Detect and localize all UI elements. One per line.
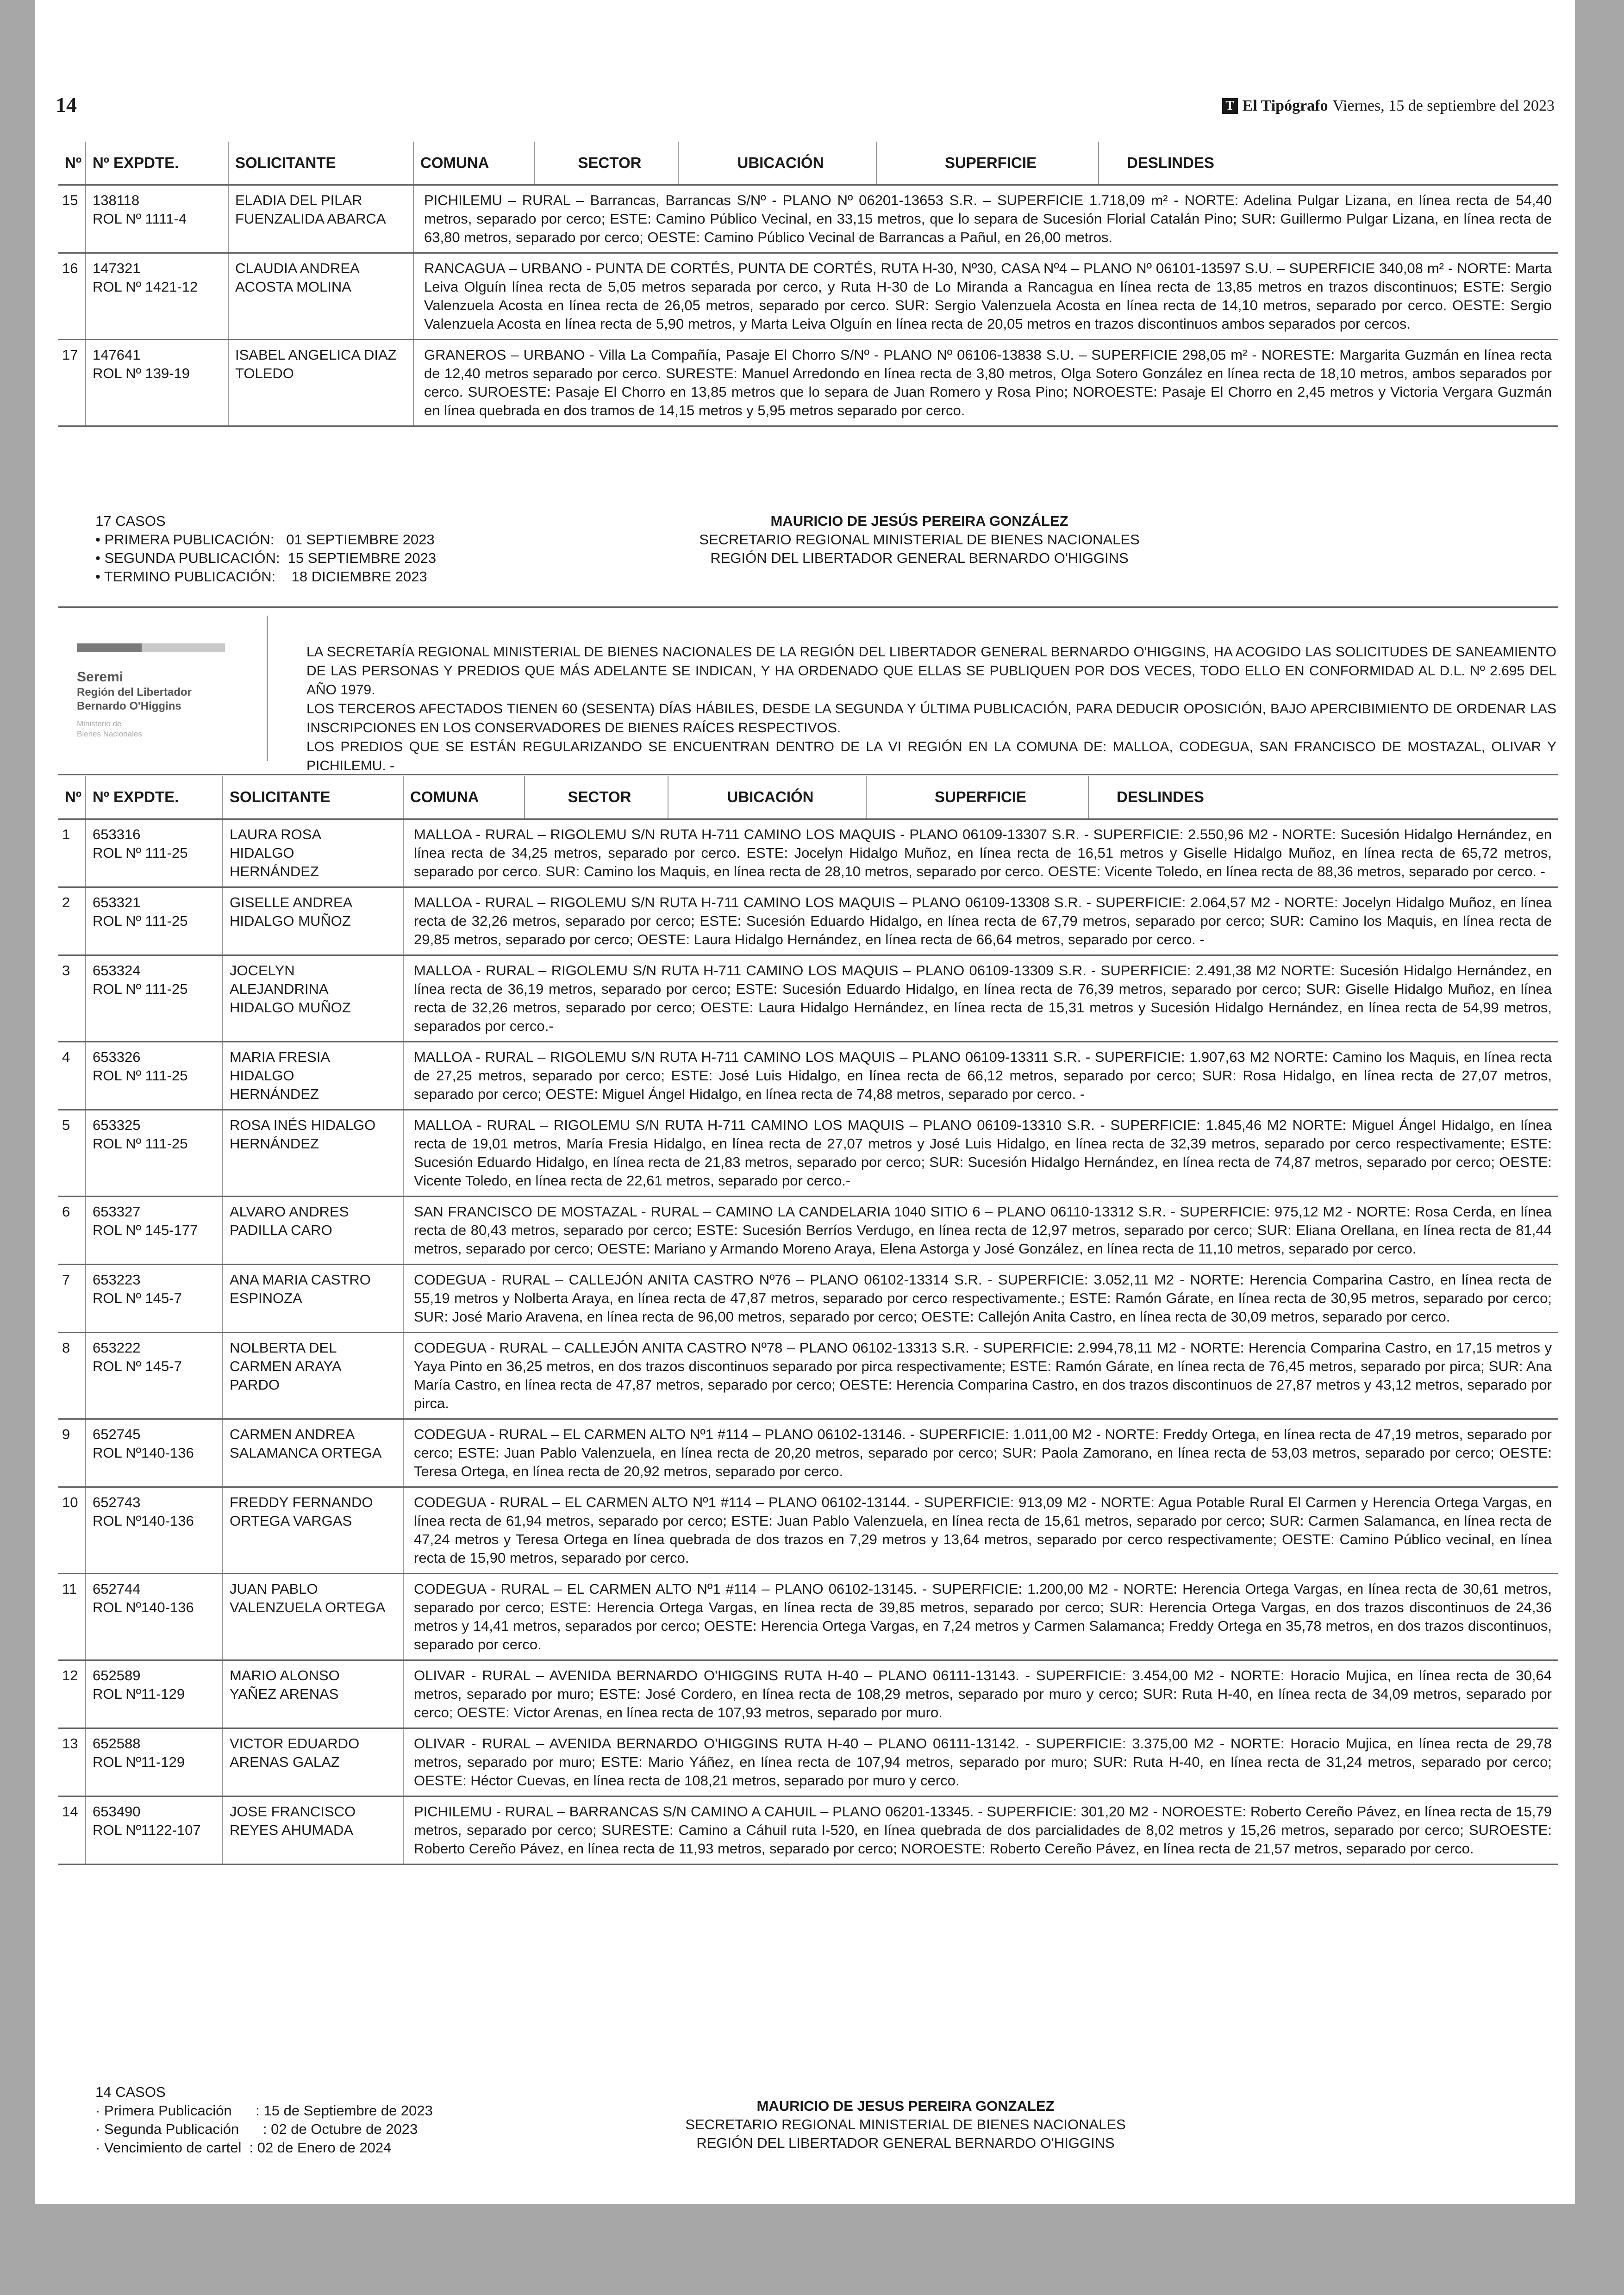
solicitante-name-line: JOCELYN — [230, 962, 295, 979]
solicitante-name-line: HIDALGO MUÑOZ — [230, 913, 351, 929]
expediente-cell — [86, 1797, 223, 1864]
solicitante-cell — [223, 1333, 404, 1418]
col-superficie: SUPERFICIE — [877, 142, 1099, 184]
expediente-cell — [86, 1265, 223, 1332]
solicitante-cell — [223, 1197, 404, 1264]
row-number: 3 — [58, 956, 86, 1041]
solicitante-name-line: REYES AHUMADA — [230, 1822, 354, 1838]
expediente-number: 138118 — [93, 192, 140, 208]
cases-summary — [95, 2083, 512, 2157]
deslindes-description: CODEGUA - RURAL – EL CARMEN ALTO Nº1 #114 – PLANO 06102-13146. - SUPERFICIE: 1.011,00 M2 - NORTE: Freddy Ortega, en línea recta de 47,19 metros, separado por cerco; ESTE: Juan Pablo Valenzuela, en línea recta de 20,20 metros, separado por cerco; SUR: Paola Zamorano, en línea recta de 53,03 metros, separado por cerco; OESTE: Teresa Ortega, en línea recta de 20,92 metros, separado por cerco. — [414, 1426, 1552, 1479]
solicitante-cell — [223, 1110, 404, 1196]
solicitante-name-line: HIDALGO — [230, 1067, 294, 1084]
solicitante-name-line: CARMEN ANDREA — [230, 1426, 355, 1442]
expediente-cell — [86, 1661, 223, 1727]
expediente-number: 652743 — [93, 1494, 141, 1510]
expediente-cell — [86, 888, 223, 954]
row-number: 14 — [58, 1797, 86, 1864]
publication-line: • SEGUNDA PUBLICACIÓN: 15 SEPTIEMBRE 2023 — [95, 550, 437, 566]
expediente-cell — [86, 820, 223, 886]
expediente-cell — [86, 956, 223, 1041]
expediente-number: 653490 — [93, 1803, 141, 1820]
table-row — [58, 186, 1558, 254]
deslindes-description: OLIVAR - RURAL – AVENIDA BERNARDO O'HIGGINS RUTA H-40 – PLANO 06111-13143. - SUPERFICIE: 3.454,00 M2 - NORTE: Horacio Mujica, en línea recta de 30,64 metros, separado por muro; ESTE: José Cordero, en línea recta de 108,29 metros, separado por muro y cerco; SUR: Ruta H-40, en línea recta de 34,09 metros, separado por cerco; OESTE: Victor Arenas, en línea recta de 107,93 metros, separado por muro. — [414, 1667, 1552, 1721]
solicitante-name-line: SALAMANCA ORTEGA — [230, 1445, 382, 1461]
solicitante-name-line: MARIO ALONSO — [230, 1667, 340, 1684]
rol-number: ROL Nº 111-25 — [93, 913, 188, 929]
rol-number: ROL Nº11-129 — [93, 1754, 185, 1770]
deslindes-description: MALLOA - RURAL – RIGOLEMU S/N RUTA H-711 CAMINO LOS MAQUIS – PLANO 06109-13308 S.R. - SUPERFICIE: 2.064,57 M2 - NORTE: Jocelyn Hidalgo Muñoz, en línea recta de 32,26 metros, separado por cerco; ESTE: Sucesión Eduardo Hidalgo, en línea recta de 67,79 metros, separado por cerco; SUR: Camino los Maquis, en línea recta de 29,85 metros, separado por cerco; OESTE: Laura Hidalgo Hernández, en línea recta de 66,64 metros, separado por cerco. - — [414, 894, 1552, 948]
solicitante-cell — [223, 888, 404, 954]
table-row — [58, 1333, 1558, 1420]
solicitante-name-line: JOSE FRANCISCO — [230, 1803, 356, 1820]
solicitante-name-line: CLAUDIA ANDREA — [235, 260, 360, 276]
expediente-cell — [86, 1488, 223, 1573]
expediente-cell — [86, 1729, 223, 1796]
col-solicitante: SOLICITANTE — [229, 142, 414, 184]
divider — [58, 774, 1558, 775]
deslindes-description: PICHILEMU – RURAL – Barrancas, Barrancas S/Nº - PLANO Nº 06201-13653 S.R. – SUPERFICIE 1.718,09 m² - NORTE: Adelina Pulgar Lizana, en línea recta de 54,40 metros, separado por cerco; ESTE: Camino Público Vecinal, en 33,15 metros, que lo separa de Sucesión Florial Catalán Pino; SUR: Guillermo Pulgar Lizana, en línea recta de 63,80 metros, separado por cerco; OESTE: Camino Público Vecinal de Barrancas a Pañul, en 26,00 metros. — [424, 192, 1552, 245]
solicitante-name-line: HERNÁNDEZ — [230, 1135, 319, 1152]
table-body — [58, 820, 1558, 1865]
row-number: 10 — [58, 1488, 86, 1573]
expediente-number: 147641 — [93, 347, 141, 363]
logo-subtitle: Región del Libertador — [77, 686, 192, 698]
col-superficie: SUPERFICIE — [867, 776, 1089, 818]
rol-number: ROL Nº 145-7 — [93, 1290, 182, 1306]
logo-ministry: Ministerio de — [77, 719, 122, 728]
col-n: Nº — [58, 776, 86, 818]
signer-title: SECRETARIO REGIONAL MINISTERIAL DE BIENES NACIONALES — [699, 531, 1140, 548]
solicitante-name-line: PADILLA CARO — [230, 1222, 332, 1238]
solicitante-name-line: FUENZALIDA ABARCA — [235, 211, 386, 227]
publication-date: Viernes, 15 de septiembre del 2023 — [1332, 97, 1555, 114]
solicitante-name-line: ISABEL ANGELICA DIAZ — [235, 347, 397, 363]
solicitante-name-line: JUAN PABLO — [230, 1581, 318, 1597]
newspaper-logo-icon: T — [1222, 98, 1238, 114]
signature-block — [605, 2097, 1206, 2152]
expediente-cell — [86, 1042, 223, 1109]
land-table-1 — [58, 142, 1558, 427]
row-number: 12 — [58, 1661, 86, 1727]
solicitante-name-line: VALENZUELA ORTEGA — [230, 1599, 386, 1615]
col-expdte: Nº EXPDTE. — [86, 776, 223, 818]
expediente-number: 653223 — [93, 1272, 141, 1288]
deslindes-description: SAN FRANCISCO DE MOSTAZAL - RURAL – CAMINO LA CANDELARIA 1040 SITIO 6 – PLANO 06110-13312 S.R. - SUPERFICIE: 975,12 M2 - NORTE: Rosa Cerda, en línea recta de 80,43 metros, separado por cerco; ESTE: Sucesión Berríos Verdugo, en línea recta de 12,97 metros, separado por cerco; SUR: Eliana Orellana, en línea recta de 81,44 metros, separado por cerco; OESTE: Mariano y Armando Moreno Araya, Elena Astorga y José González, en línea recta de 11,10 metros, separado por cerco. — [414, 1204, 1552, 1257]
deslindes-description: CODEGUA - RURAL – CALLEJÓN ANITA CASTRO Nº76 – PLANO 06102-13314 S.R. - SUPERFICIE: 3.052,11 M2 - NORTE: Herencia Comparina Castro, en línea recta de 55,19 metros y Nolberta Araya, en línea recta de 47,87 metros, separado por cerco respectivamente.; ESTE: Ramón Gárate, en línea recta de 30,95 metros, separado por cerco; SUR: José Mario Aravena, en línea recta de 96,00 metros, separado por cerco; OESTE: Callejón Anita Castro, en línea recta de 30,09 metros, separado por cerco. — [414, 1272, 1552, 1325]
solicitante-cell — [229, 254, 414, 339]
expediente-cell — [86, 1420, 223, 1486]
solicitante-name-line: PARDO — [230, 1377, 280, 1393]
deslindes-description: MALLOA - RURAL – RIGOLEMU S/N RUTA H-711 CAMINO LOS MAQUIS – PLANO 06109-13310 S.R. - SUPERFICIE: 1.845,46 M2 NORTE: Miguel Ángel Hidalgo, en línea recta de 19,01 metros, María Fresia Hidalgo, en línea recta de 27,07 metros y José Luis Hidalgo, en línea recta de 32,39 metros, separado por cerco respectivamente; ESTE: Sucesión Eduardo Hidalgo, en línea recta de 21,83 metros, separado por cerco; SUR: Sucesión Hidalgo Hernández, en línea recta de 74,87 metros, separado por cerco; OESTE: Vicente Toledo, en línea recta de 22,61 metros, separado por cerco.- — [414, 1117, 1552, 1189]
deslindes-description: CODEGUA - RURAL – EL CARMEN ALTO Nº1 #114 – PLANO 06102-13145. - SUPERFICIE: 1.200,00 M2 - NORTE: Herencia Ortega Vargas, en línea recta de 30,61 metros, separado por cerco; ESTE: Herencia Ortega Vargas, en línea recta de 39,85 metros, separado por cerco; SUR: Herencia Ortega Vargas, en dos trazos discontinuos de 24,36 metros y 14,41 metros, separados por cerco; OESTE: Herencia Ortega Vargas, en 7,24 metros y Carmen Salamanca; Freddy Ortega en 35,78 metros, en dos trazos discontinuos, separado por cerco. — [414, 1581, 1552, 1653]
signature-block — [618, 512, 1220, 568]
logo-title: Seremi — [77, 669, 124, 685]
signer-name: MAURICIO DE JESUS PEREIRA GONZALEZ — [756, 2098, 1055, 2114]
deslindes-description: MALLOA - RURAL – RIGOLEMU S/N RUTA H-711 CAMINO LOS MAQUIS – PLANO 06109-13309 S.R. - SUPERFICIE: 2.491,38 M2 NORTE: Sucesión Hidalgo Hernández, en línea recta de 36,19 metros, separado por cerco; ESTE: Sucesión Eduardo Hidalgo, en línea recta de 76,39 metros, separado por cerco; SUR: Giselle Hidalgo Muñoz, en línea recta de 32,26 metros, separado por cerco; OESTE: Laura Hidalgo Hernández, en línea recta de 15,31 metros y Sucesión Hidalgo Hernández, en línea recta de 54,99 metros, separados por cerco.- — [414, 962, 1552, 1034]
table-row — [58, 1042, 1558, 1110]
solicitante-cell — [223, 1729, 404, 1796]
solicitante-cell — [223, 820, 404, 886]
rol-number: ROL Nº 111-25 — [93, 1067, 188, 1084]
table-body — [58, 186, 1558, 427]
rol-number: ROL Nº 145-177 — [93, 1222, 198, 1238]
publication-line: • TERMINO PUBLICACIÓN: 18 DICIEMBRE 2023 — [95, 568, 427, 585]
expediente-number: 653316 — [93, 826, 141, 842]
solicitante-cell — [223, 1420, 404, 1486]
table-row — [58, 1661, 1558, 1729]
rol-number: ROL Nº 145-7 — [93, 1358, 182, 1374]
row-number: 13 — [58, 1729, 86, 1796]
table-row — [58, 1488, 1558, 1574]
solicitante-cell — [229, 340, 414, 425]
expediente-number: 147321 — [93, 260, 141, 276]
logo-bar-accent — [77, 643, 142, 652]
solicitante-name-line: LAURA ROSA — [230, 826, 322, 842]
rol-number: ROL Nº140-136 — [93, 1513, 194, 1529]
expediente-number: 653324 — [93, 962, 141, 979]
rol-number: ROL Nº140-136 — [93, 1445, 194, 1461]
deslindes-description: MALLOA - RURAL – RIGOLEMU S/N RUTA H-711 CAMINO LOS MAQUIS – PLANO 06109-13311 S.R. - SUPERFICIE: 1.907,63 M2 NORTE: Camino los Maquis, en línea recta de 27,25 metros, separado por cerco; ESTE: José Luis Hidalgo, en línea recta de 66,12 metros, separado por cerco; SUR: Rosa Hidalgo, en línea recta de 27,07 metros, separado por cerco; OESTE: Miguel Ángel Hidalgo, en línea recta de 74,88 metros, separado por cerco. - — [414, 1049, 1552, 1102]
newspaper-page — [35, 0, 1575, 2204]
col-ubicacion: UBICACIÓN — [679, 142, 877, 184]
newspaper-name: El Tipógrafo — [1242, 97, 1328, 114]
publication-line: · Vencimiento de cartel : 02 de Enero de 2024 — [95, 2139, 392, 2156]
rol-number: ROL Nº 111-25 — [93, 981, 188, 997]
cases-count: 17 CASOS — [95, 513, 166, 529]
table-header — [58, 776, 1558, 820]
deslindes-description: OLIVAR - RURAL – AVENIDA BERNARDO O'HIGGINS RUTA H-40 – PLANO 06111-13142. - SUPERFICIE: 3.375,00 M2 - NORTE: Horacio Mujica, en línea recta de 29,78 metros, separado por muro; ESTE: Mario Yáñez, en línea recta de 107,94 metros, separado por muro; SUR: Ruta H-40, en línea recta de 31,24 metros, separado por cerco; OESTE: Héctor Cuevas, en línea recta de 108,21 metros, separado por muro y cerco. — [414, 1735, 1552, 1789]
expediente-cell — [86, 1110, 223, 1196]
solicitante-name-line: ARENAS GALAZ — [230, 1754, 340, 1770]
rol-number: ROL Nº 111-25 — [93, 1135, 188, 1152]
rol-number: ROL Nº 1111-4 — [93, 211, 187, 227]
expediente-number: 652745 — [93, 1426, 141, 1442]
row-number: 9 — [58, 1420, 86, 1486]
solicitante-name-line: CARMEN ARAYA — [230, 1358, 342, 1374]
col-sector: SECTOR — [525, 776, 668, 818]
rol-number: ROL Nº 111-25 — [93, 845, 188, 861]
expediente-cell — [86, 186, 229, 252]
table-row — [58, 1265, 1558, 1333]
table-row — [58, 1197, 1558, 1265]
solicitante-cell — [223, 1265, 404, 1332]
col-comuna: COMUNA — [404, 776, 525, 818]
row-number: 2 — [58, 888, 86, 954]
rol-number: ROL Nº 1421-12 — [93, 279, 198, 295]
table-row — [58, 254, 1558, 340]
row-number: 8 — [58, 1333, 86, 1418]
publication-line: • PRIMERA PUBLICACIÓN: 01 SEPTIEMBRE 2023 — [95, 531, 435, 548]
land-table-2 — [58, 776, 1558, 1865]
cases-count: 14 CASOS — [95, 2084, 166, 2100]
logo-subtitle: Bernardo O'Higgins — [77, 700, 181, 712]
solicitante-name-line: VICTOR EDUARDO — [230, 1735, 360, 1752]
solicitante-name-line: ELADIA DEL PILAR — [235, 192, 362, 208]
rol-number: ROL Nº 139-19 — [93, 365, 190, 381]
col-expdte: Nº EXPDTE. — [86, 142, 229, 184]
solicitante-name-line: ANA MARIA CASTRO — [230, 1272, 371, 1288]
deslindes-description: MALLOA - RURAL – RIGOLEMU S/N RUTA H-711 CAMINO LOS MAQUIS - PLANO 06109-13307 S.R. - SUPERFICIE: 2.550,96 M2 - NORTE: Sucesión Hidalgo Hernández, en línea recta de 34,25 metros, separado por cerco. ESTE: Jocelyn Hidalgo Muñoz, en línea recta de 16,51 metros y Giselle Hidalgo Muñoz, en línea recta de 65,72 metros, separado por cerco. SUR: Camino los Maquis, en línea recta de 28,10 metros, separado por cerco. OESTE: Vicente Toledo, en línea recta de 88,36 metros, separado por cerco. - — [414, 826, 1552, 879]
deslindes-description: RANCAGUA – URBANO - PUNTA DE CORTÉS, PUNTA DE CORTÉS, RUTA H-30, Nº30, CASA Nº4 – PLANO Nº 06101-13597 S.U. – SUPERFICIE 340,08 m² - NORTE: Marta Leiva Olguín línea recta de 5,05 metros separada por cerco, y Ruta H-30 de Lo Miranda a Rancagua en línea recta de 13,85 metros en trazos discontinuos; ESTE: Sergio Valenzuela Acosta en línea recta de 26,05 metros, separado por cerco. SUR: Sergio Valenzuela Acosta en línea recta de 14,10 metros, separado por cerco. OESTE: Sergio Valenzuela Acosta en línea recta de 5,90 metros, y Marta Leiva Olguín en línea recta de 20,05 metros en trazos discontinuos ambos separados por cercos. — [424, 260, 1552, 332]
expediente-cell — [86, 1333, 223, 1418]
solicitante-cell — [223, 1797, 404, 1864]
solicitante-name-line: ALVARO ANDRES — [230, 1204, 349, 1220]
solicitante-name-line: HERNÁNDEZ — [230, 863, 319, 879]
expediente-cell — [86, 1574, 223, 1659]
solicitante-name-line: MARIA FRESIA — [230, 1049, 331, 1065]
expediente-number: 652589 — [93, 1667, 141, 1684]
solicitante-name-line: ESPINOZA — [230, 1290, 302, 1306]
solicitante-name-line: HIDALGO — [230, 845, 294, 861]
solicitante-name-line: ROSA INÉS HIDALGO — [230, 1117, 376, 1133]
table-row — [58, 820, 1558, 888]
deslindes-description: PICHILEMU - RURAL – BARRANCAS S/N CAMINO A CAHUIL – PLANO 06201-13345. - SUPERFICIE: 301,20 M2 - NOROESTE: Roberto Cereño Pávez, en línea recta de 15,79 metros, separado por cerco; SURESTE: Camino a Cáhuil ruta I-520, en línea quebrada de dos parcialidades de 8,02 metros y 15,26 metros, separado por cerco; SUROESTE: Roberto Cereño Pávez, en línea recta de 11,93 metros, separado por cerco; NOROESTE: Roberto Cereño Pávez, en línea recta de 21,57 metros, separado por cerco. — [414, 1803, 1552, 1857]
deslindes-description: CODEGUA - RURAL – EL CARMEN ALTO Nº1 #114 – PLANO 06102-13144. - SUPERFICIE: 913,09 M2 - NORTE: Agua Potable Rural El Carmen y Herencia Ortega Vargas, en línea recta de 61,94 metros, separado por cerco; ESTE: Juan Pablo Valenzuela, en línea recta de 15,61 metros, separado por cerco; SUR: Carmen Salamanca, en línea recta de 47,24 metros y Teresa Ortega en línea quebrada de dos trazos en 7,29 metros y 13,64 metros, separado por cerco respectivamente; OESTE: Camino Público vecinal, en línea recta de 15,90 metros, separado por cerco. — [414, 1494, 1552, 1566]
row-number: 5 — [58, 1110, 86, 1196]
solicitante-name-line: ORTEGA VARGAS — [230, 1513, 352, 1529]
solicitante-name-line: TOLEDO — [235, 365, 294, 381]
table-row — [58, 1797, 1558, 1865]
rol-number: ROL Nº140-136 — [93, 1599, 194, 1615]
solicitante-cell — [223, 956, 404, 1041]
solicitante-name-line: YAÑEZ ARENAS — [230, 1686, 339, 1702]
logo-ministry: Bienes Nacionales — [77, 730, 142, 738]
seremi-logo — [58, 643, 262, 759]
expediente-cell — [86, 1197, 223, 1264]
solicitante-cell — [229, 186, 414, 252]
publication-line: · Segunda Publicación : 02 de Octubre de 2023 — [95, 2121, 418, 2137]
notice-text — [306, 642, 1556, 775]
signer-title: SECRETARIO REGIONAL MINISTERIAL DE BIENES NACIONALES — [685, 2116, 1126, 2133]
col-deslindes: DESLINDES — [1127, 154, 1214, 171]
table-row — [58, 1420, 1558, 1488]
solicitante-name-line: GISELLE ANDREA — [230, 894, 353, 911]
row-number: 1 — [58, 820, 86, 886]
solicitante-name-line: HIDALGO MUÑOZ — [230, 999, 351, 1016]
col-solicitante: SOLICITANTE — [223, 776, 404, 818]
col-sector: SECTOR — [535, 142, 679, 184]
col-n: Nº — [58, 142, 86, 184]
page-header — [35, 93, 1575, 139]
expediente-cell — [86, 340, 229, 425]
deslindes-description: CODEGUA - RURAL – CALLEJÓN ANITA CASTRO Nº78 – PLANO 06102-13313 S.R. - SUPERFICIE: 2.994,78,11 M2 - NORTE: Herencia Comparina Castro, en 17,15 metros y Yaya Pinto en 36,25 metros, en dos trazos discontinuos separado por pirca respectivamente; ESTE: Ramón Gárate, en línea recta de 76,45 metros, separado por pirca; SUR: Ana María Castro, en línea recta de 47,87 metros, separado por cerco; OESTE: Herencia Comparina Castro, en dos trazos discontinuos de 27,87 metros y 43,12 metros, separado por pirca. — [414, 1340, 1552, 1411]
table-row — [58, 1574, 1558, 1661]
page-number: 14 — [56, 93, 77, 117]
expediente-number: 652744 — [93, 1581, 141, 1597]
row-number: 4 — [58, 1042, 86, 1109]
col-comuna: COMUNA — [414, 142, 535, 184]
table-row — [58, 956, 1558, 1042]
table-row — [58, 1729, 1558, 1797]
expediente-number: 653321 — [93, 894, 141, 911]
col-ubicacion: UBICACIÓN — [668, 776, 867, 818]
row-number: 6 — [58, 1197, 86, 1264]
row-number: 11 — [58, 1574, 86, 1659]
expediente-number: 652588 — [93, 1735, 141, 1752]
col-deslindes: DESLINDES — [1117, 788, 1204, 805]
divider — [58, 606, 1558, 608]
solicitante-cell — [223, 1042, 404, 1109]
row-number: 15 — [58, 186, 86, 252]
notice-divider — [267, 616, 268, 761]
masthead — [1222, 97, 1555, 115]
solicitante-name-line: HERNÁNDEZ — [230, 1086, 319, 1102]
row-number: 16 — [58, 254, 86, 339]
table-row — [58, 340, 1558, 427]
signer-name: MAURICIO DE JESÚS PEREIRA GONZÁLEZ — [770, 513, 1068, 529]
notice-paragraph: LA SECRETARÍA REGIONAL MINISTERIAL DE BIENES NACIONALES DE LA REGIÓN DEL LIBERTADOR GENERAL BERNARDO O'HIGGINS, HA ACOGIDO LAS SOLICITUDES DE SANEAMIENTO DE LAS PERSONAS Y PREDIOS QUE MÁS ADELANTE SE INDICAN, Y HA ORDENADO QUE ELLAS SE PUBLIQUEN POR DOS VECES, TODO ELLO EN CONFORMIDAD AL D.L. Nº 2.695 DEL AÑO 1979. — [306, 644, 1556, 698]
table-header — [58, 142, 1558, 186]
rol-number: ROL Nº1122-107 — [93, 1822, 201, 1838]
signer-region: REGIÓN DEL LIBERTADOR GENERAL BERNARDO O'HIGGINS — [710, 550, 1129, 566]
table-row — [58, 1110, 1558, 1197]
notice-block — [58, 609, 1558, 772]
expediente-number: 653326 — [93, 1049, 141, 1065]
table-row — [58, 888, 1558, 956]
expediente-number: 653325 — [93, 1117, 141, 1133]
row-number: 17 — [58, 340, 86, 425]
solicitante-cell — [223, 1574, 404, 1659]
expediente-number: 653327 — [93, 1204, 141, 1220]
notice-paragraph: LOS TERCEROS AFECTADOS TIENEN 60 (SESENTA) DÍAS HÁBILES, DESDE LA SEGUNDA Y ÚLTIMA PUBLICACIÓN, PARA DEDUCIR OPOSICIÓN, BAJO APERCIBIMIENTO DE ORDENAR LAS INSCRIPCIONES EN LOS CONSERVADORES DE BIENES RAÍCES RESPECTIVOS. — [306, 701, 1556, 736]
rol-number: ROL Nº11-129 — [93, 1686, 185, 1702]
expediente-cell — [86, 254, 229, 339]
solicitante-name-line: ACOSTA MOLINA — [235, 279, 351, 295]
publication-line: · Primera Publicación : 15 de Septiembre de 2023 — [95, 2102, 433, 2119]
expediente-number: 653222 — [93, 1340, 141, 1356]
deslindes-description: GRANEROS – URBANO - Villa La Compañía, Pasaje El Chorro S/Nº - PLANO Nº 06106-13838 S.U. – SUPERFICIE 298,05 m² - NORESTE: Margarita Guzmán en línea recta de 12,40 metros separado por cerco. SURESTE: Manuel Arredondo en línea recta de 3,80 metros, Olga Sotero González en línea recta de 18,10 metros, ambos separados por cerco. SUROESTE: Pasaje El Chorro en 13,85 metros que lo separa de Juan Romero y Rosa Pino; NOROESTE: Pasaje El Chorro en 2,45 metros y Victoria Vergara Guzmán en línea quebrada en dos tramos de 14,15 metros y 5,95 metros separado por cerco. — [424, 347, 1552, 418]
notice-paragraph: LOS PREDIOS QUE SE ESTÁN REGULARIZANDO SE ENCUENTRAN DENTRO DE LA VI REGIÓN EN LA COMUNA DE: MALLOA, CODEGUA, SAN FRANCISCO DE MOSTAZAL, OLIVAR Y PICHILEMU. - — [306, 739, 1556, 773]
cases-summary — [95, 512, 512, 586]
solicitante-cell — [223, 1488, 404, 1573]
row-number: 7 — [58, 1265, 86, 1332]
solicitante-name-line: FREDDY FERNANDO — [230, 1494, 373, 1510]
solicitante-name-line: ALEJANDRINA — [230, 981, 329, 997]
signer-region: REGIÓN DEL LIBERTADOR GENERAL BERNARDO O'HIGGINS — [696, 2135, 1115, 2151]
solicitante-cell — [223, 1661, 404, 1727]
solicitante-name-line: NOLBERTA DEL — [230, 1340, 337, 1356]
